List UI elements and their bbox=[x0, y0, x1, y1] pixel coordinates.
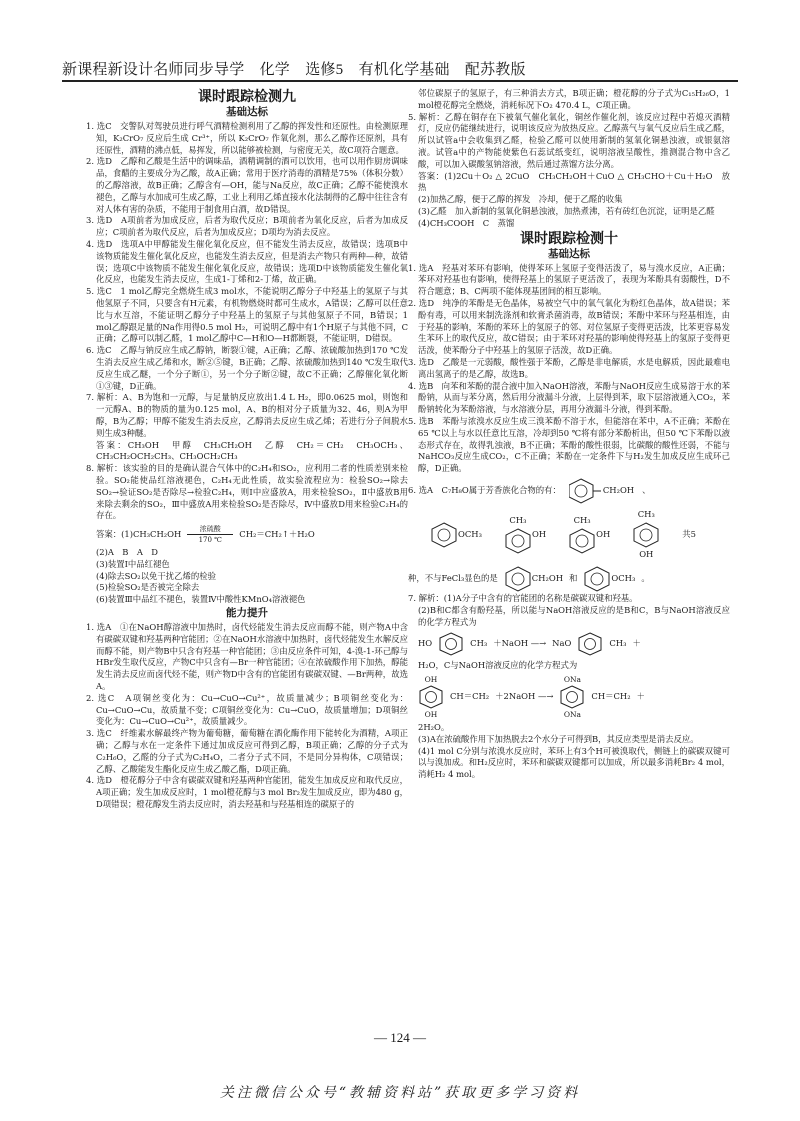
ch3-label: CH₃ bbox=[573, 515, 591, 525]
equation-c-naoh bbox=[418, 675, 730, 719]
answer-line: (6)装置Ⅲ中品红不褪色，装置Ⅳ中酸性KMnO₄溶液褪色 bbox=[96, 594, 306, 605]
answer-line: (5)检验SO₂是否被完全除去 bbox=[96, 582, 200, 593]
ho-label: HO bbox=[418, 638, 433, 649]
reaction-rhs: CH₂＝CH₂↑＋H₂O bbox=[239, 528, 315, 539]
answer-item: 5. 解析：乙醇在铜存在下被氧气催化氧化，铜丝作催化剂，该反应过程中若熄灭酒精灯，反应仍能继续进行，说明该反应为放热反应。乙醇蒸气与氧气反应后生成乙醛，所以试管a中会收集到乙醛，检验乙醛可以使用新制的氢氧化铜悬浊液，或银氨溶液。试管a中的产物能使紫色石蕊试纸变红，说明溶液呈酸性，推测混合物中含乙酸，可以加入碳酸氢钠溶液，然后通过蒸馏方法分离。 bbox=[408, 111, 730, 169]
answer-item: 7. 解析：(1)A分子中含有的官能团的名称是碳碳双键和羟基。 bbox=[408, 592, 638, 603]
answer-line: (4)CH₃COOH C 蒸馏 bbox=[418, 217, 515, 228]
item-6-tail-text: 种，不与FeCl₃显色的是 bbox=[408, 573, 498, 583]
answer-line: 2H₂O。 bbox=[418, 722, 450, 733]
o-cresol-structure bbox=[504, 515, 546, 555]
benzene-ring-icon bbox=[583, 565, 611, 593]
answer-line: (2)A B A D bbox=[96, 547, 158, 558]
answer-item: 4. 选D 选项A中甲醇能发生催化氧化反应，但不能发生消去反应，故错误；选项B中该物质能发生催化氧化反应，也能发生消去反应，但是消去产物只有两种—种，故错误；选项C中该物质不能发生催化氧化反应，故错误；选项D中该物质能发生催化氧化反应，也能发生消去反应，生成1-丁烯和2-丁烯，故正确。 bbox=[86, 238, 408, 285]
benzene-ring-icon bbox=[430, 521, 458, 549]
lesson-title-10: 课时跟踪检测十 bbox=[520, 229, 618, 246]
answer-item: 5. 选C 1 mol乙醇完全燃烧生成3 mol水，不能说明乙醇分子中羟基上的氢原子与其他氢原子不同，只要含有H元素，有机物燃烧时都可生成水，A错误；乙醇可以任意比与水互溶，不能证明乙醇分子中羟基上的氢原子与其他氢原子不同，B错误；1 mol乙醇跟足量的Na作用得0.5 mol H₂，可说明乙醇中有1个H原子与其他不同，C正确；乙醇可以制乙醛，1 mol乙醇中C—H和O—H都断裂，不能证明，D错误。 bbox=[86, 286, 408, 344]
ch2oh-label: CH₂OH bbox=[602, 485, 635, 495]
condition-top: 浓硫酸 bbox=[199, 525, 221, 534]
oh-label: OH bbox=[424, 675, 438, 685]
answer-item: 3. 选D A项前者为加成反应，后者为取代反应；B项前者为氧化反应，后者为加成反应；C项前者为取代反应，后者为加成反应；D项均为消去反应。 bbox=[86, 215, 408, 238]
equation-b-naoh bbox=[418, 631, 730, 657]
header-rule bbox=[62, 80, 738, 82]
item-6-head bbox=[408, 477, 730, 505]
page-header: 新课程新设计名师同步导学 化学 选修5 有机化学基础 配苏教版 bbox=[62, 62, 526, 78]
answer-line: H₂O，C与NaOH溶液反应的化学方程式为 bbox=[418, 660, 578, 671]
eq-plus: ＋ bbox=[632, 638, 641, 649]
anisole-structure bbox=[430, 521, 482, 549]
answer-item: 2. 选C A项铜丝变化为：Cu→CuO→Cu²⁺，故质量减少；B项铜丝变化为：Cu→CuO→Cu，故质量不变；C项铜丝变化为：Cu→CuO，故质量增加；D项铜丝变化为：Cu→CuO→Cu²⁺，故质量减少。 bbox=[86, 692, 408, 727]
eq-plus-naoh: ＋NaOH —→ bbox=[493, 638, 547, 649]
ch3-label: CH₃ bbox=[470, 638, 488, 649]
eq-plus-2naoh: ＋2NaOH —→ bbox=[495, 691, 554, 702]
isomer-structures bbox=[430, 509, 730, 561]
benzene-ring-icon bbox=[438, 631, 464, 657]
answer-item: 2. 选D 乙醇和乙酸是生活中的调味品，酒精调制的酒可以饮用，也可以用作厨房调味品，食醋的主要成分为乙酸，故A正确；常用于医疗消毒的酒精是75%（体积分数）的乙醇溶液，故B正确；乙醇含有—OH，能与Na反应，故C正确；乙醇不能使溴水褪色，乙醇与水加成可生成乙醇，工业上利用乙烯直接水化法制得的乙醇中往往含有对人体有害的杂质，不能用于制食用白酒，故D错误。 bbox=[86, 156, 408, 214]
left-column bbox=[86, 88, 408, 811]
and-text: 和 bbox=[569, 573, 578, 583]
benzene-ring-icon bbox=[504, 527, 532, 555]
reaction-arrow bbox=[187, 534, 233, 535]
reaction-equation bbox=[96, 525, 408, 544]
ch3-label: CH₃ bbox=[637, 509, 655, 520]
answer-5-line: 答案：(1)2Cu＋O₂ △ 2CuO CH₃CH₂OH＋CuO △ CH₃CHO＋Cu＋H₂O 放热 bbox=[418, 170, 730, 193]
och3-label: OCH₃ bbox=[458, 529, 482, 539]
oh-label: OH bbox=[596, 529, 611, 539]
section-basic-9: 基础达标 bbox=[226, 106, 268, 118]
answer-line: (2)加热乙醇，便于乙醇的挥发 冷却，便于乙醛的收集 bbox=[418, 194, 623, 205]
answer-line: (3)A在浓硫酸作用下加热脱去2个水分子可得到B，其反应类型是消去反应。 bbox=[418, 733, 699, 744]
answer-item: 7. 解析：A、B为饱和一元醇，与足量钠反应放出1.4 L H₂，即0.0625 mol，则饱和一元醇A、B的物质的量为0.125 mol，A、B的相对分子质量为32、46，则A为甲醇，B为乙醇；甲醇不能发生消去反应，乙醇消去反应生成乙烯；若进行分子间脱水则生成3种醚。 bbox=[86, 392, 408, 438]
benzyl-alcohol-structure bbox=[569, 477, 634, 505]
right-column bbox=[408, 88, 730, 781]
answer-item: 5. 选B 苯酚与浓溴水反应生成三溴苯酚不溶于水，但能溶在苯中，A不正确；苯酚在65 ℃以上与水以任意比互溶，冷却到50 ℃将有部分苯酚析出，但50 ℃下苯酚以液态形式存在，故得乳浊液，B不正确；苯酚的酸性很弱，比碳酸的酸性还弱，不能与NaHCO₃反应生成CO₂，C不正确；苯酚在一定条件下与H₂发生加成反应生成环己醇，D正确。 bbox=[408, 415, 730, 474]
ch3-label: CH₃ bbox=[509, 515, 527, 525]
section-basic-10: 基础达标 bbox=[548, 247, 590, 260]
page-number: — 124 — bbox=[374, 1030, 426, 1045]
ch2oh-label: CH₂OH bbox=[531, 573, 564, 583]
answer-line: (2)B和C都含有酚羟基，所以能与NaOH溶液反应的是B和C，B与NaOH溶液反应的化学方程式为 bbox=[418, 604, 730, 627]
anisole-structure bbox=[583, 565, 635, 593]
oh-label: OH bbox=[531, 529, 547, 539]
benzene-ring-icon bbox=[632, 521, 660, 549]
reaction-condition bbox=[187, 525, 233, 544]
answer-item: 4. 选B 向苯和苯酚的混合液中加入NaOH溶液，苯酚与NaOH反应生成易溶于水的苯酚钠，从而与苯分离，然后用分液漏斗分液，上层得到苯，取下层溶液通入CO₂，苯酚钠转化为苯酚溶液，与水溶液分层，再用分液漏斗分液，得到苯酚。 bbox=[408, 380, 730, 415]
answer-item: 3. 选D 乙酸是一元弱酸，酸性强于苯酚，乙醇是非电解质，水是电解质，因此最难电离出氢离子的是乙醇，故选B。 bbox=[408, 356, 730, 379]
ona-label: ONa bbox=[563, 675, 581, 685]
footer-promo: 关注微信公众号“教辅资料站”获取更多学习资料 bbox=[219, 1085, 581, 1101]
oh-label: OH bbox=[424, 710, 438, 720]
answer-line: (4)1 mol C分别与浓溴水反应时，苯环上有3个H可被溴取代，侧链上的碳碳双键可以与溴加成。和H₂反应时，苯环和碳碳双键都可以加成，所以最多消耗Br₂ 4 mol，消耗H₂ 4 mol。 bbox=[418, 745, 730, 780]
oh-label: OH bbox=[639, 548, 654, 559]
condition-bottom: 170 ℃ bbox=[198, 536, 222, 545]
ona-label: ONa bbox=[563, 710, 581, 720]
nao-label: NaO bbox=[552, 638, 572, 649]
total-count-text: 共5 bbox=[682, 529, 696, 539]
answer-item: 6. 选C 乙醇与钠反应生成乙醇钠，断裂①键，A正确；乙醇、浓硫酸加热到170 ℃发生消去反应生成乙烯和水，断②⑤键，B正确；乙醇、浓硫酸加热到140 ℃发生取代反应生成乙醚，一个分子断①，另一个分子断②键，故C不正确；乙醇催化氧化断①③键，D正确。 bbox=[86, 345, 408, 391]
answer-7: 答案：CH₃OH 甲醇 CH₃CH₂OH 乙醇 CH₂＝CH₂ CH₃OCH₃、CH₃CH₂OCH₂CH₃、CH₃OCH₂CH₃ bbox=[96, 439, 408, 462]
benzyl-alcohol-structure bbox=[504, 565, 563, 593]
reaction-lhs: 答案：(1)CH₃CH₂OH bbox=[96, 528, 182, 539]
answer-line: (4)除去SO₂以免干扰乙烯的检验 bbox=[96, 570, 216, 581]
answer-item: 1. 选C 交警队对驾驶员进行呼气酒精检测利用了乙醇的挥发性和还原性。由检测原理知，K₂CrO₇ 反应后生成 Cr³⁺，所以 K₂CrO₇ 作氧化剂，那么乙醇作还原剂，具有还原性，酒精的沸点低，易挥发，所以能够被检测，与密度无关，故C项符合题意。 bbox=[86, 121, 408, 155]
answer-item: 8. 解析：该实验的目的是确认混合气体中的C₂H₄和SO₂，应利用二者的性质差别来检验。SO₂能使品红溶液褪色，C₂H₄无此性质，故实验流程应为：检验SO₂→除去SO₂→验证SO₂是否除尽→检验C₂H₄，则Ⅰ中应盛放A，用来检验SO₂，Ⅱ中盛放B用来除去剩余的SO₂，Ⅲ中盛放A用来检验SO₂是否除尽，Ⅳ中盛放D用来检验C₂H₄的存在。 bbox=[86, 463, 408, 521]
m-cresol-structure bbox=[568, 515, 610, 555]
p-cresol-structure bbox=[632, 509, 660, 561]
benzene-ring-icon bbox=[559, 684, 585, 710]
answer-item: 2. 选D 纯净的苯酚是无色晶体，易被空气中的氧气氧化为粉红色晶体，故A错误；苯酚有毒，可以用来制洗涤剂和软膏杀菌消毒，故B错误；苯酚中苯环与羟基相连，由于羟基的影响，苯酚的苯环上的氢原子的邻、对位氢原子变得更活泼，比苯更容易发生苯环上的取代反应，故C错误；由于苯环对羟基的影响使得羟基上的氢原子变得更活泼，使苯酚分子中羟基上的氢原子活泼，故D正确。 bbox=[408, 297, 730, 356]
separator: 、 bbox=[642, 485, 651, 495]
benzene-ring-icon bbox=[418, 684, 444, 710]
section-advanced-9: 能力提升 bbox=[226, 607, 268, 620]
answer-item: 1. 选A ①在NaOH醇溶液中加热时，卤代烃能发生消去反应而醇不能，则产物A中含有碳碳双键和羟基两种官能团；②在NaOH水溶液中加热时，卤代烃能发生水解反应而醇不能，则产物B中只含有羟基一种官能团；③由反应条件可知，4-溴-1-环己醇与HBr发生取代反应，产物C中只含有—Br一种官能团；④在浓硫酸作用下加热，醇能发生消去反应而卤代烃不能，则产物D中含有的官能团有碳碳双键、—Br两种，故选A。 bbox=[86, 622, 408, 692]
answer-line: (3)乙醛 加入新制的氢氧化铜悬浊液，加热煮沸，若有砖红色沉淀，证明是乙醛 bbox=[418, 205, 715, 216]
item-6-end: 。 bbox=[641, 573, 650, 583]
benzene-ring-icon bbox=[504, 565, 532, 593]
och3-label: OCH₃ bbox=[611, 573, 636, 583]
lesson-title-9: 课时跟踪检测九 bbox=[198, 88, 296, 104]
item-6-text: 6. 选A C₇H₈O属于芳香族化合物的有： bbox=[408, 485, 561, 495]
item-6-tail bbox=[408, 565, 730, 593]
benzene-ring-icon bbox=[577, 631, 603, 657]
answer-line: (3)装置Ⅰ中品红褪色 bbox=[96, 558, 170, 569]
vinyl-label: CH＝CH₂ bbox=[450, 691, 490, 702]
eq-plus: ＋ bbox=[636, 691, 645, 702]
answer-item: 4. 选D 橙花醇分子中含有碳碳双键和羟基两种官能团，能发生加成反应和取代反应，A项正确；发生加成反应时，1 mol橙花醇与3 mol Br₂发生加成反应，即为480 g，D项错误；橙花醇发生消去反应时，消去羟基和与羟基相连的碳原子的 bbox=[86, 775, 408, 810]
answer-continued: 邻位碳原子的氢原子，有三种消去方式，B项正确；橙花醇的分子式为C₁₅H₂₆O，1 mol橙花醇完全燃烧，消耗标况下O₂ 470.4 L，C项正确。 bbox=[418, 88, 730, 110]
ch3-label: CH₃ bbox=[609, 638, 627, 649]
answer-item: 1. 选A 羟基对苯环有影响，使得苯环上氢原子变得活泼了，易与溴水反应，A正确；苯环对羟基也有影响，使得羟基上的氢原子更活泼了，表现为苯酚具有弱酸性，D不符合题意；B、C两项不能体现基团间的相互影响。 bbox=[408, 262, 730, 297]
answer-item: 3. 选C 纤维素水解最终产物为葡萄糖，葡萄糖在酒化酶作用下能转化为酒精，A项正确；乙醇与水在一定条件下通过加成反应可得到乙醇，B项正确；乙醇的分子式为C₂H₆O，乙醛的分子式为C₂H₄O，二者分子式不同，不是同分异构体，C项错误；乙醇、乙酸能发生酯化反应生成乙酸乙酯，D项正确。 bbox=[86, 728, 408, 774]
benzene-ring-icon bbox=[568, 527, 596, 555]
vinyl-label: CH＝CH₂ bbox=[591, 691, 631, 702]
